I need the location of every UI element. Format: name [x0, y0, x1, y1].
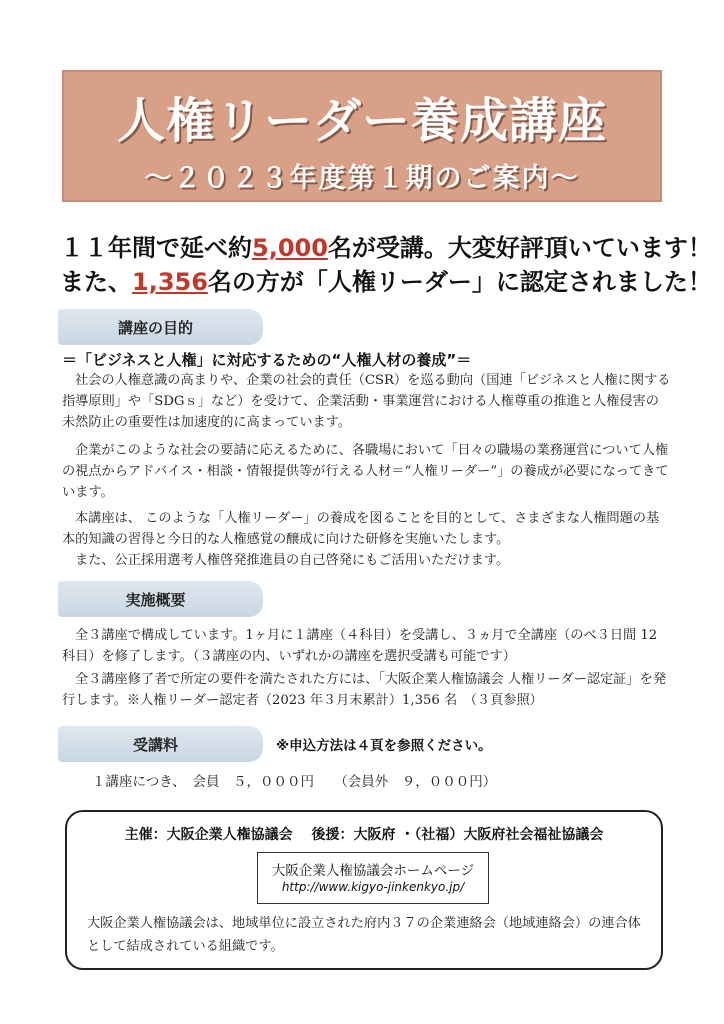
section-tab-fee: [58, 726, 263, 762]
sponsor-line: 主催：大阪企業人権協議会 後援：大阪府 ・（社福）大阪府社会福祉協議会: [124, 827, 604, 843]
homepage-title: 大阪企業人権協議会ホームページ: [271, 863, 475, 879]
application-note: ※申込方法は４頁を参照ください。: [276, 738, 492, 754]
section-label-purpose: 講座の目的: [117, 319, 193, 337]
headline-2-text-b: 名の方が「人権リーダー」に認定されました！: [207, 268, 712, 296]
section-tab-overview: [58, 581, 263, 617]
overview-paragraph-2: 全３講座修了者で所定の要件を満たされた方には、「大阪企業人権協議会 人権リーダー認定証」を発行します。※人権リーダー認定者（2023 年３月末累計）1,356 名 （３頁参照）: [62, 672, 667, 708]
homepage-box[interactable]: [257, 852, 489, 904]
purpose-paragraph-3: 本講座は、 このような「人権リーダー」の養成を図ることを目的として、さまざまな人権問題の基本的知識の習得と今日的な人権感覚の醸成に向けた研修を実施いたします。: [62, 511, 660, 547]
organization-description: 大阪企業人権協議会は、地域単位に設立された府内３７の企業連絡会（地域連絡会）の連合体として結成されている組織です。: [87, 916, 641, 954]
section-label-fee: 受講料: [132, 736, 178, 754]
purpose-paragraph-2: 企業がこのような社会の要請に応えるために、各職場において「日々の職場の業務運営について人権の視点からアドバイス・相談・情報提供等が行える人材＝“人権リーダー”」の養成が必要になってきています。: [62, 443, 669, 500]
homepage-url-link[interactable]: http://www.kigyo-jinkenkyo.jp/: [281, 880, 465, 894]
purpose-paragraph-4: また、公正採用選考人権啓発推進員の自己啓発にもご活用いただけます。: [75, 553, 510, 568]
headline-1-text-b: 名が受講。大変好評頂いています！: [327, 234, 712, 262]
headline-2-number: 1,356: [132, 268, 208, 296]
title-banner: [62, 70, 662, 202]
headline-1-text-a: １１年間で延べ約: [60, 234, 252, 262]
organizer-box: [65, 810, 663, 970]
purpose-subheading: ＝「ビジネスと人権」に対応するための“人権人材の養成”＝: [62, 351, 472, 369]
headline-1-number: 5,000: [252, 234, 328, 262]
purpose-paragraph-1: 社会の人権意識の高まりや、企業の社会的責任（CSR）を巡る動向（国連「ビジネスと人権に関する指導原則」や「SDGｓ」など）を受けて、企業活動・事業運営における人権尊重の推進と人権侵害の未然防止の重要性は加速度的に高まっています。: [62, 373, 671, 430]
fee-line: １講座につき、 会員 ５，０００円 （会員外 ９，０００円）: [92, 774, 497, 790]
overview-paragraph-1: 全３講座で構成しています。1ヶ月に１講座（４科目）を受講し、３ヵ月で全講座（のべ３日間 12 科目）を修了します。（３講座の内、いずれかの講座を選択受講も可能です）: [62, 628, 658, 664]
headline-line-1: [60, 228, 712, 263]
page-title: 人権リーダー養成講座: [116, 93, 607, 149]
page-subtitle: ～２０２３年度第１期のご案内～: [144, 163, 580, 194]
section-tab-purpose: [58, 309, 263, 345]
headline-2-text-a: また、: [60, 268, 132, 296]
section-label-overview: 実施概要: [125, 591, 186, 609]
headline-line-2: [60, 262, 712, 297]
